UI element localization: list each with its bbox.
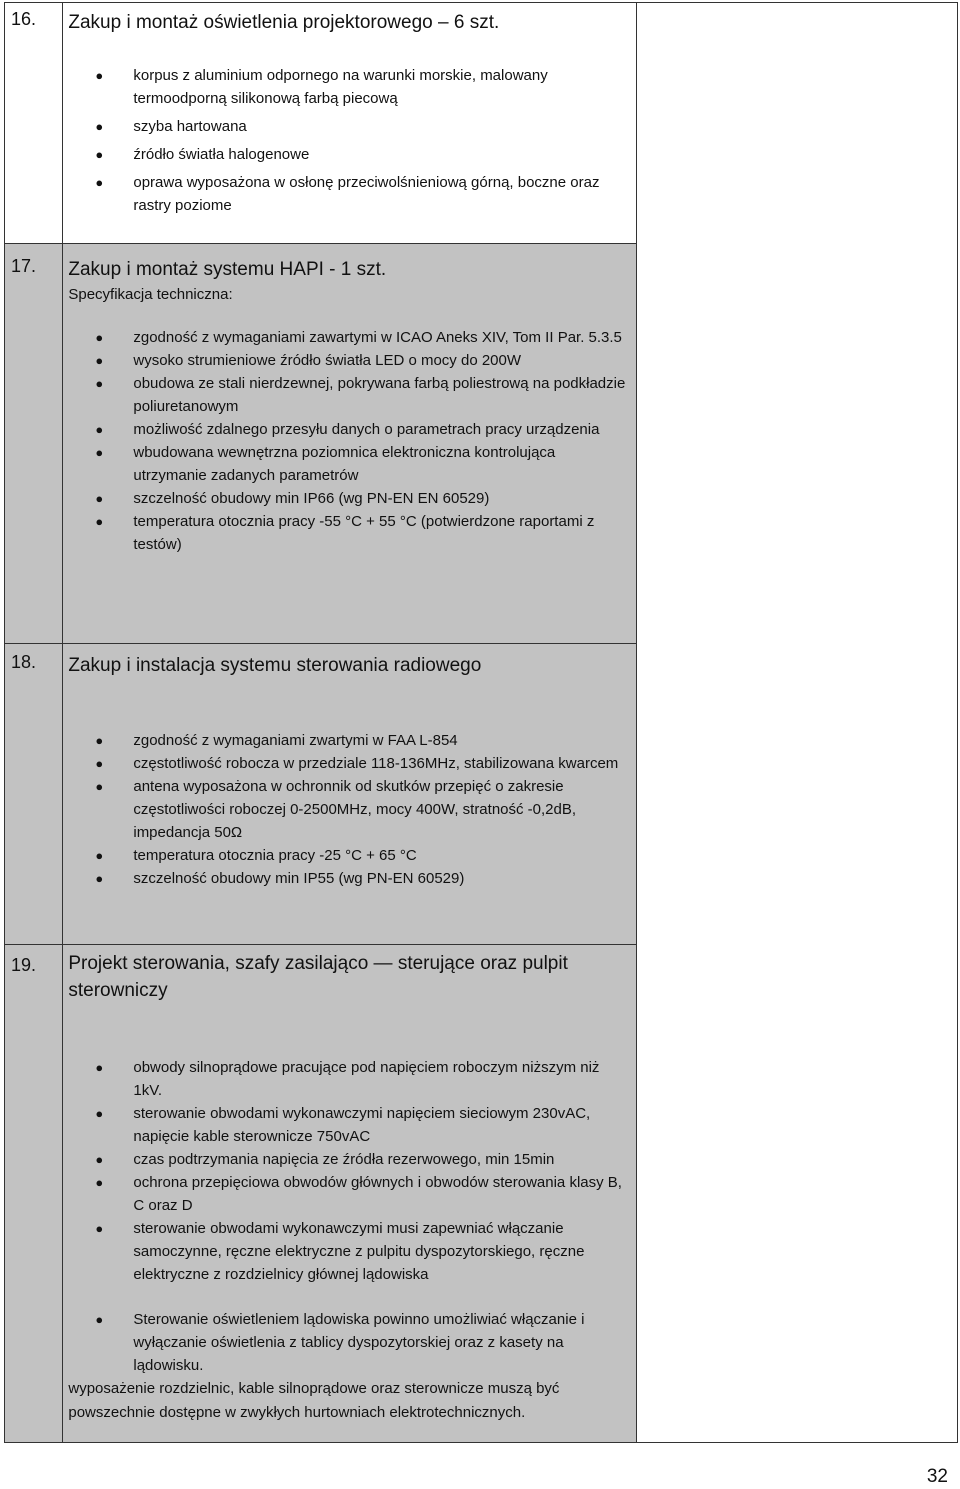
bullet-icon: ● xyxy=(95,1152,104,1167)
list-item: ● źródło światła halogenowe xyxy=(133,143,630,166)
bullet-icon: ● xyxy=(95,445,104,460)
section-title: Projekt sterowania, szafy zasilająco — sterujące oraz pulpit sterowniczy xyxy=(68,953,568,1001)
list-item: ● korpus z aluminium odpornego na warunki morskie, malowany termoodporną silikonową farbą piecową xyxy=(133,64,630,110)
bullet-icon: ● xyxy=(95,1106,104,1121)
bullet-icon: ● xyxy=(95,756,104,771)
section-title: Zakup i montaż systemu HAPI - 1 szt. xyxy=(68,259,387,280)
spec-list xyxy=(63,64,636,217)
section-title: Zakup i montaż oświetlenia projektorowego – 6 szt. xyxy=(68,12,500,33)
bullet-icon: ● xyxy=(95,779,104,794)
section-number-cell xyxy=(5,644,63,945)
bullet-icon: ● xyxy=(95,353,104,368)
bullet-icon: ● xyxy=(95,848,104,863)
section-row-16 xyxy=(5,3,958,244)
section-title: Zakup i instalacja systemu sterowania radiowego xyxy=(68,655,482,676)
bullet-icon: ● xyxy=(95,871,104,886)
section-subtitle: Specyfikacja techniczna: xyxy=(68,286,233,303)
bullet-icon: ● xyxy=(95,491,104,506)
section-number: 16. xyxy=(11,9,37,29)
section-description-cell xyxy=(63,244,637,644)
section-number: 19. xyxy=(11,955,37,975)
list-item: ● wysoko strumieniowe źródło światła LED o mocy do 200W xyxy=(133,349,630,372)
list-item: ● ochrona przepięciowa obwodów głównych i obwodów sterowania klasy B, C oraz D xyxy=(133,1171,630,1217)
bullet-icon: ● xyxy=(95,376,104,391)
list-item: ● częstotliwość robocza w przedziale 118-136MHz, stabilizowana kwarcem xyxy=(133,752,630,775)
bullet-icon: ● xyxy=(95,175,104,190)
list-item: ● temperatura otocznia pracy -55 °C + 55 °C (potwierdzone raportami z testów) xyxy=(133,510,630,556)
section-number-cell xyxy=(5,3,63,244)
spec-list xyxy=(63,1056,636,1377)
list-item: ● obwody silnoprądowe pracujące pod napięciem roboczym niższym niż 1kV. xyxy=(133,1056,630,1102)
list-item: ● wbudowana wewnętrzna poziomnica elektroniczna kontrolująca utrzymanie zadanych parametrów xyxy=(133,441,630,487)
specification-table xyxy=(4,2,958,1443)
list-item: ● zgodność z wymaganiami zawartymi w ICAO Aneks XIV, Tom II Par. 5.3.5 xyxy=(133,326,630,349)
list-item: ● oprawa wyposażona w osłonę przeciwolśnieniową górną, boczne oraz rastry poziome xyxy=(133,171,630,217)
list-item: ● szczelność obudowy min IP55 (wg PN-EN 60529) xyxy=(133,867,630,890)
bullet-icon: ● xyxy=(95,733,104,748)
section-number: 18. xyxy=(11,652,37,672)
list-item: ● Sterowanie oświetleniem lądowiska powinno umożliwiać włączanie i wyłączanie oświetlenia z tablicy dyspozytorskiej oraz z kasety na lądowisku. xyxy=(133,1308,630,1377)
bullet-icon: ● xyxy=(95,1060,104,1075)
page-number: 32 xyxy=(926,1466,948,1487)
section-footer-note: wyposażenie rozdzielnic, kable silnoprądowe oraz sterownicze muszą być powszechnie dostępne w zwykłych hurtowniach elektrotechnicznych. xyxy=(68,1380,560,1421)
spec-list xyxy=(63,326,636,556)
bullet-icon: ● xyxy=(95,514,104,529)
bullet-icon: ● xyxy=(95,1312,104,1327)
blank-column-cell xyxy=(636,3,957,1443)
section-number-cell xyxy=(5,945,63,1443)
list-item: ● obudowa ze stali nierdzewnej, pokrywana farbą poliestrową na podkładzie poliuretanowym xyxy=(133,372,630,418)
list-item: ● sterowanie obwodami wykonawczymi musi zapewniać włączanie samoczynne, ręczne elektryczne z pulpitu dyspozytorskiego, ręczne elektryczne z rozdzielnicy głównej lądowiska xyxy=(133,1217,630,1286)
section-description-cell xyxy=(63,644,637,945)
list-item: ● możliwość zdalnego przesyłu danych o parametrach pracy urządzenia xyxy=(133,418,630,441)
list-item: ● temperatura otocznia pracy -25 °C + 65 °C xyxy=(133,844,630,867)
bullet-icon: ● xyxy=(95,68,104,83)
section-number: 17. xyxy=(11,256,37,276)
bullet-icon: ● xyxy=(95,330,104,345)
list-item: ● szyba hartowana xyxy=(133,115,630,138)
section-description-cell xyxy=(63,945,637,1443)
section-description-cell xyxy=(63,3,637,244)
list-item: ● szczelność obudowy min IP66 (wg PN-EN EN 60529) xyxy=(133,487,630,510)
section-number-cell xyxy=(5,244,63,644)
list-item: ● antena wyposażona w ochronnik od skutków przepięć o zakresie częstotliwości roboczej 0-2500MHz, mocy 400W, stratność -0,2dB, impedancja 50Ω xyxy=(133,775,630,844)
spec-list xyxy=(63,729,636,890)
bullet-icon: ● xyxy=(95,422,104,437)
list-item: ● zgodność z wymaganiami zwartymi w FAA L-854 xyxy=(133,729,630,752)
bullet-icon: ● xyxy=(95,147,104,162)
list-item: ● sterowanie obwodami wykonawczymi napięciem sieciowym 230vAC, napięcie kable sterownicze 750vAC xyxy=(133,1102,630,1148)
bullet-icon: ● xyxy=(95,119,104,134)
list-item: ● czas podtrzymania napięcia ze źródła rezerwowego, min 15min xyxy=(133,1148,630,1171)
bullet-icon: ● xyxy=(95,1175,104,1190)
bullet-icon: ● xyxy=(95,1221,104,1236)
